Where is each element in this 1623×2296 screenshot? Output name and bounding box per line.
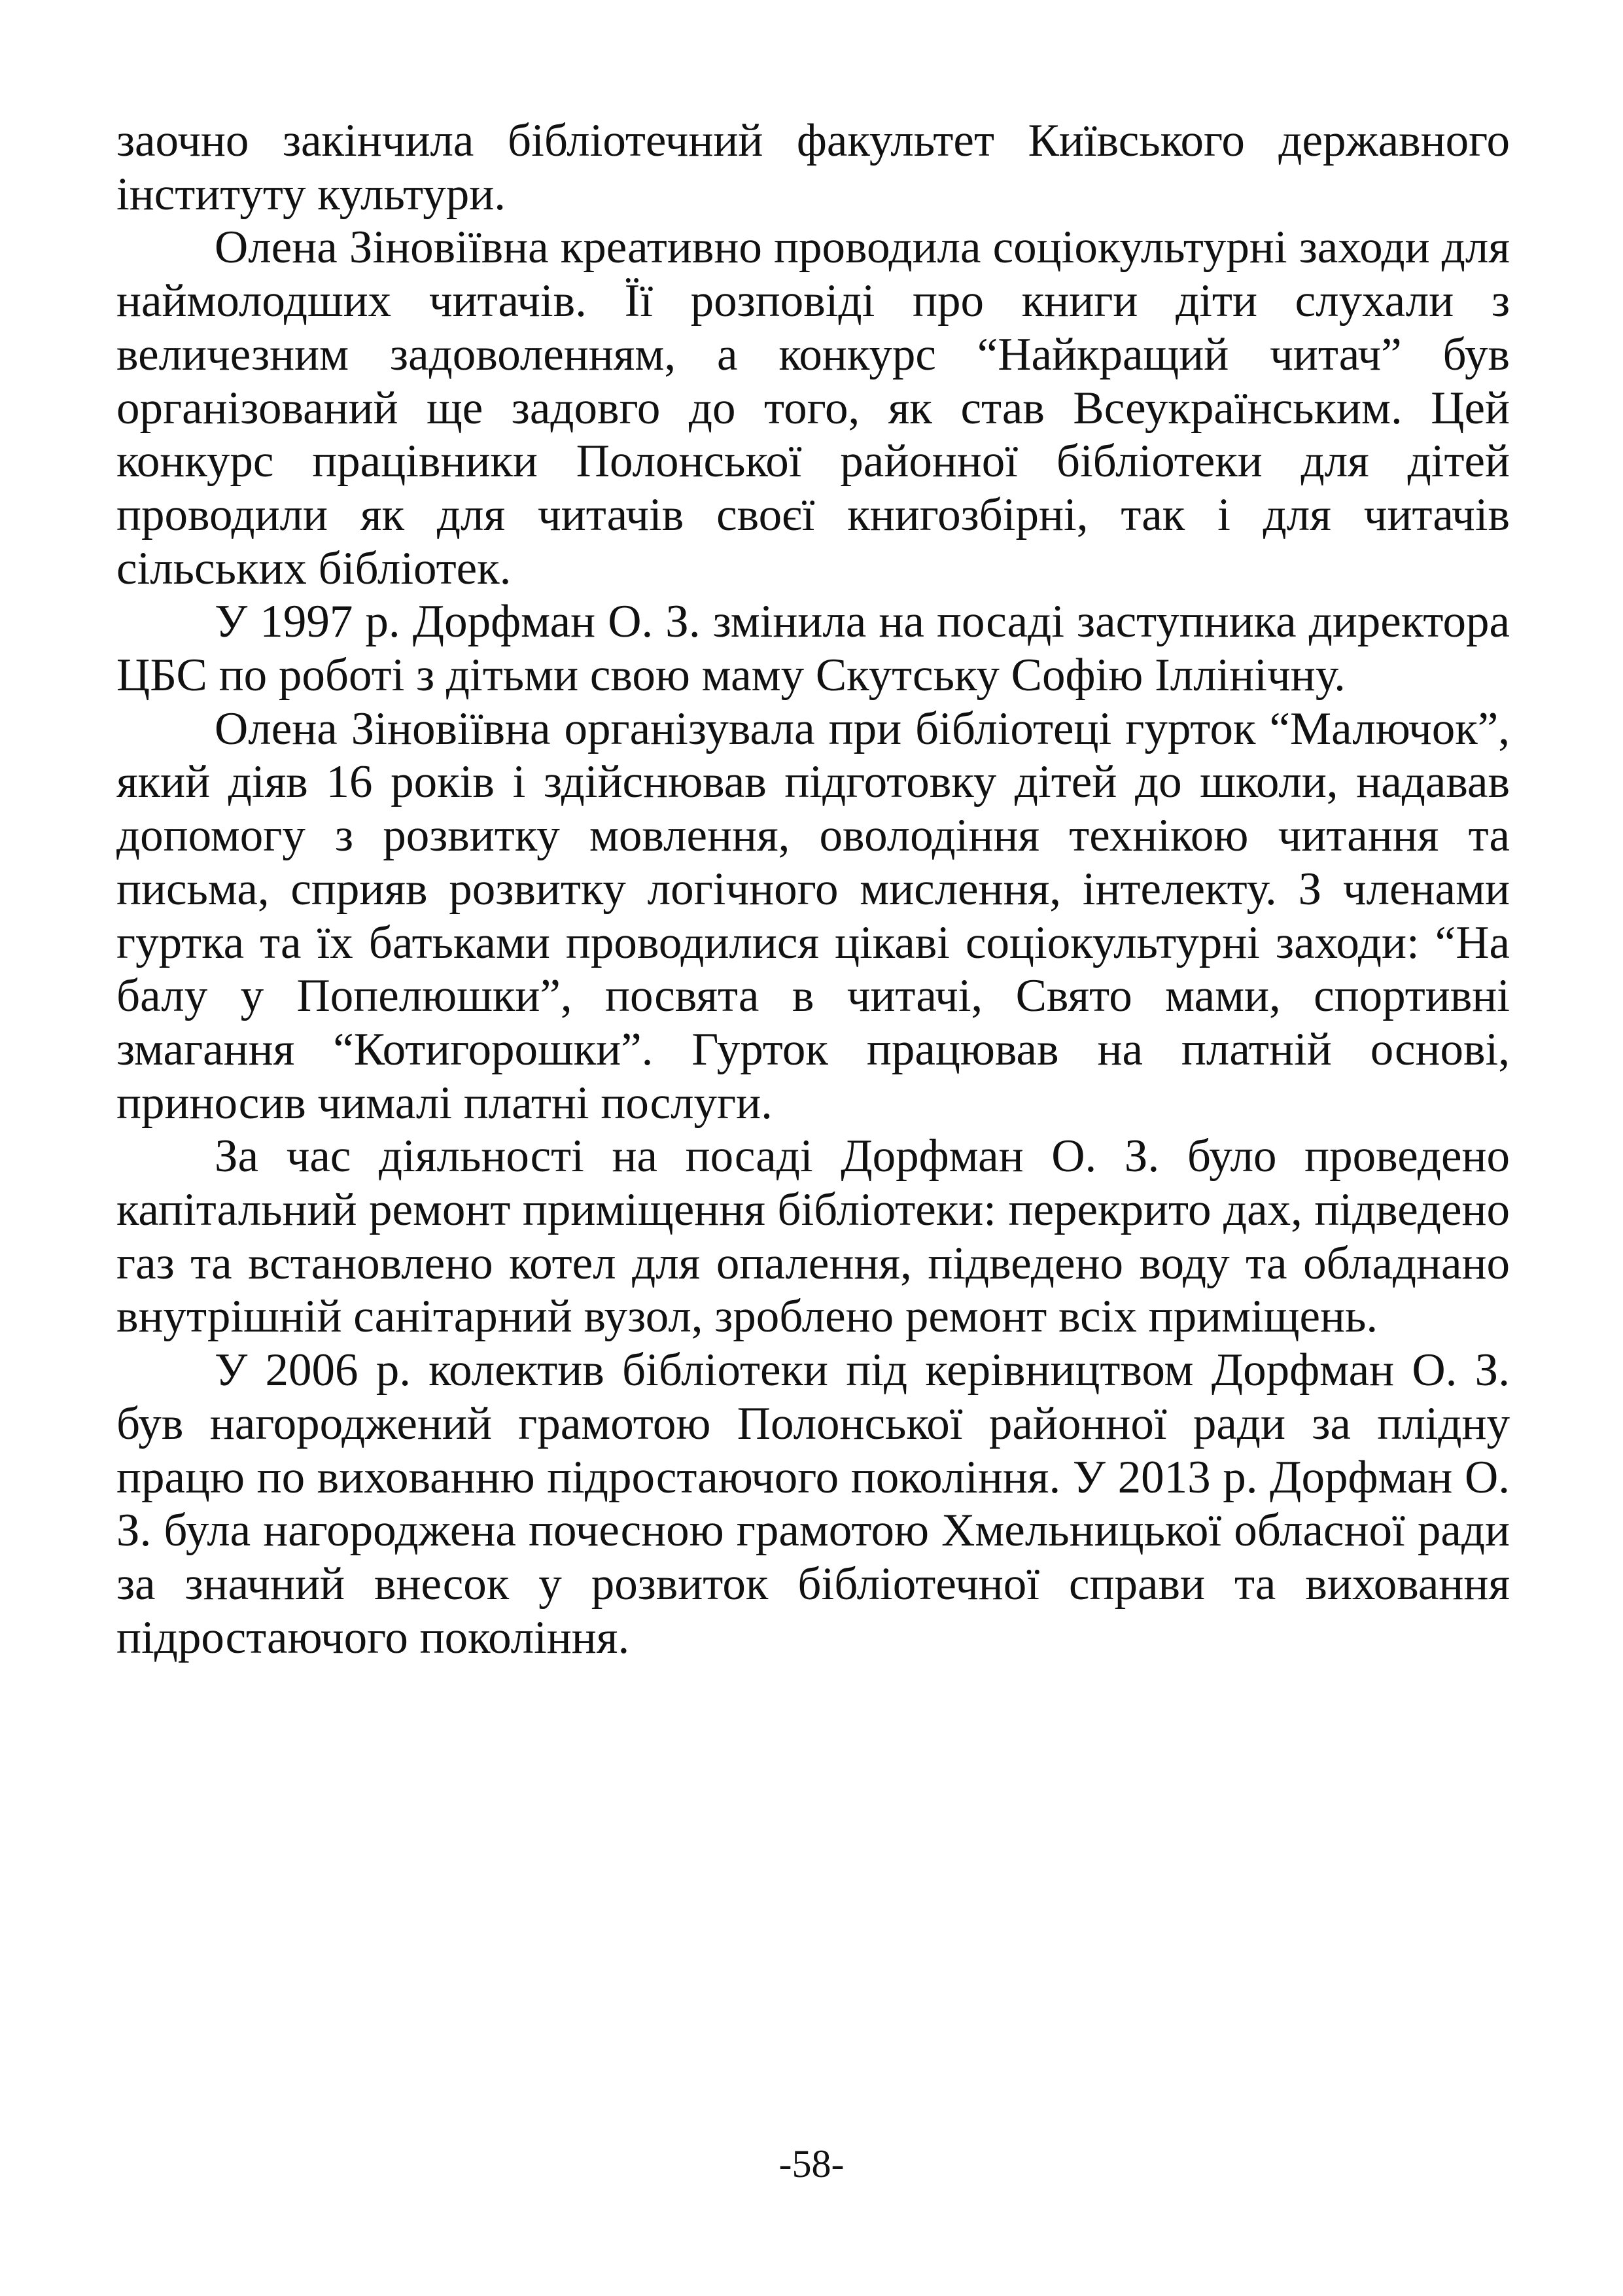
paragraph: Олена Зіновіївна креативно проводила соціокультурні заходи для наймолодших читачів. Її розповіді про книги діти слухали з величезним задоволенням, а конкурс “Найкращий читач” був організований ще задовго до того, як став Всеукраїнським. Цей конкурс працівники Полонської районної бібліотеки для дітей проводили як для читачів своєї книгозбірні, так і для читачів сільських бібліотек. <box>116 222 1510 594</box>
paragraph-continuation: заочно закінчила бібліотечний факультет Київського державного інституту культури. <box>116 115 1510 220</box>
paragraph: У 1997 р. Дорфман О. З. змінила на посаді заступника директора ЦБС по роботі з дітьми свою маму Скутську Софію Іллінічну. <box>116 596 1510 701</box>
paragraph: У 2006 р. колектив бібліотеки під керівництвом Дорфман О. З. був нагороджений грамотою Полонської районної ради за плідну працю по вихованню підростаючого покоління. У 2013 р. Дорфман О. З. була нагороджена почесною грамотою Хмельницької обласної ради за значний внесок у розвиток бібліотечної справи та виховання підростаючого покоління. <box>116 1345 1510 1663</box>
page-number: -58- <box>778 2142 845 2185</box>
paragraph: За час діяльності на посаді Дорфман О. З. було проведено капітальний ремонт приміщення бібліотеки: перекрито дах, підведено газ та встановлено котел для опалення, підведено воду та обладнано внутрішній санітарний вузол, зроблено ремонт всіх приміщень. <box>116 1131 1510 1343</box>
body-text <box>116 115 1510 1665</box>
paragraph: Олена Зіновіївна організувала при бібліотеці гурток “Малючок”, який діяв 16 років і здійснював підготовку дітей до школи, надавав допомогу з розвитку мовлення, оволодіння технікою читання та письма, сприяв розвитку логічного мислення, інтелекту. З членами гуртка та їх батьками проводилися цікаві соціокультурні заходи: “На балу у Попелюшки”, посвята в читачі, Свято мами, спортивні змагання “Котигорошки”. Гурток працював на платній основі, приносив чималі платні послуги. <box>116 703 1510 1129</box>
